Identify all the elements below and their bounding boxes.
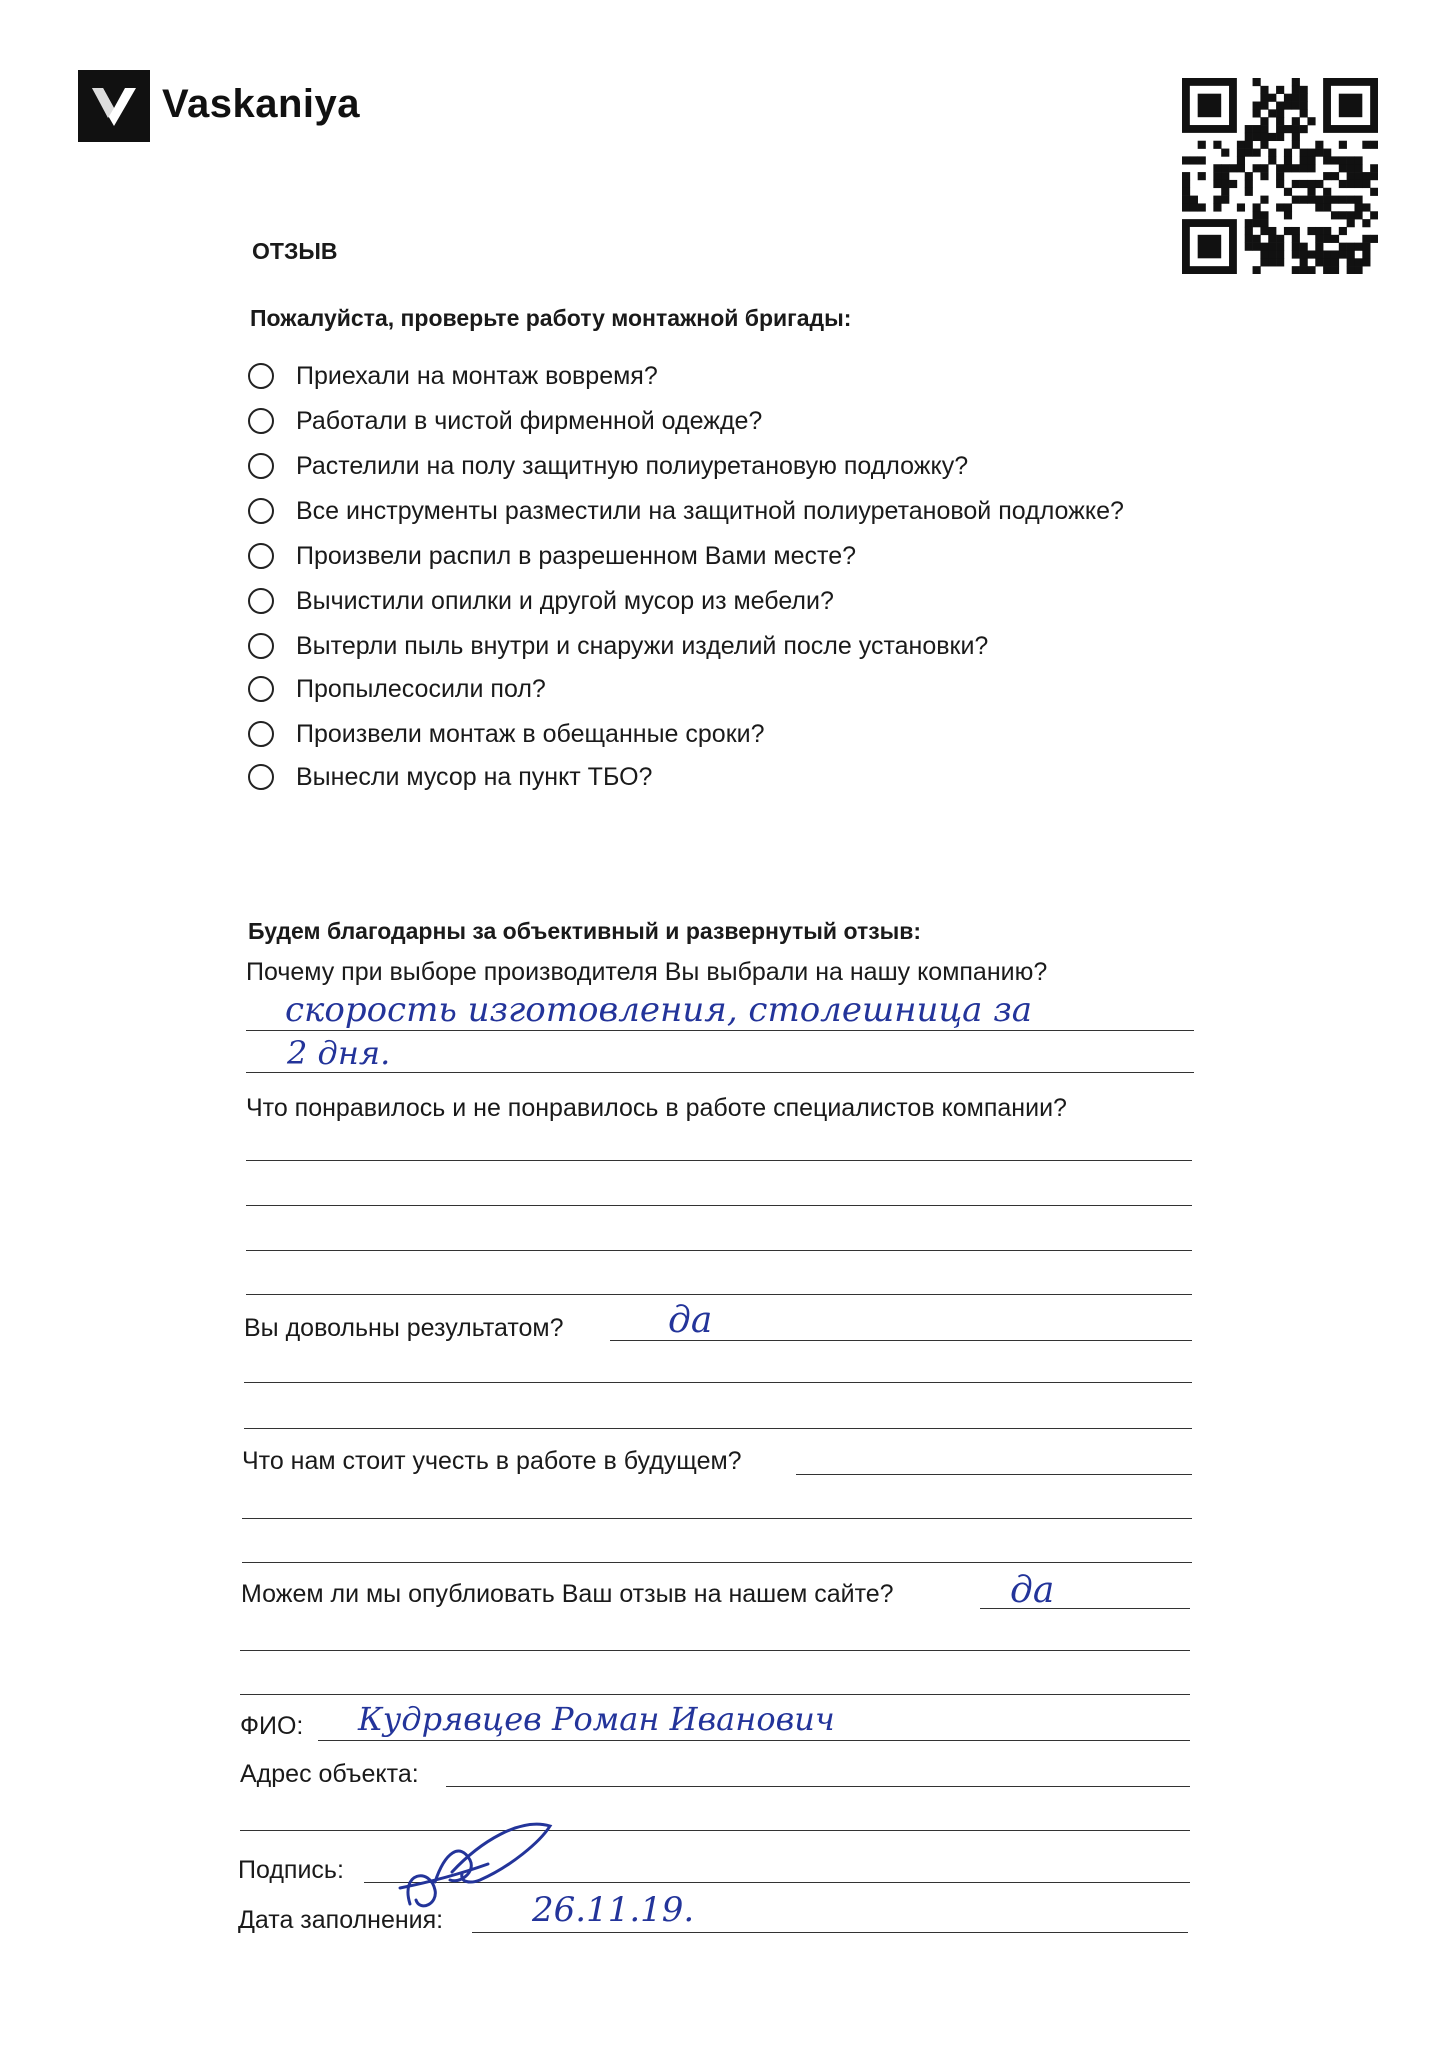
radio-button[interactable]: [248, 633, 274, 659]
radio-button[interactable]: [248, 498, 274, 524]
checklist-item-label: Приехали на монтаж вовремя?: [296, 361, 658, 390]
answer-line[interactable]: [242, 1518, 1192, 1519]
checklist-item-label: Вытерли пыль внутри и снаружи изделий после установки?: [296, 631, 989, 660]
checklist-item[interactable]: [248, 714, 765, 754]
page-title: ОТЗЫВ: [252, 238, 338, 264]
radio-button[interactable]: [248, 363, 274, 389]
answer-line: [246, 1030, 1194, 1031]
radio-button[interactable]: [248, 543, 274, 569]
checklist-item[interactable]: [248, 491, 1124, 531]
answer-line[interactable]: [246, 1250, 1192, 1251]
address-line[interactable]: [240, 1830, 1190, 1831]
question-satisfied: Вы довольны результатом?: [244, 1314, 564, 1342]
answer-line: [246, 1072, 1194, 1073]
answer-why-us-line2[interactable]: 2 дня.: [287, 1034, 391, 1072]
question-publish: Можем ли мы опублиовать Ваш отзыв на нашем сайте?: [241, 1580, 894, 1608]
radio-button[interactable]: [248, 453, 274, 479]
answer-line[interactable]: [246, 1205, 1192, 1206]
checklist-item[interactable]: [248, 626, 988, 666]
fio-label: ФИО:: [240, 1712, 304, 1740]
checklist-item-label: Растелили на полу защитную полиуретановую подложку?: [296, 451, 969, 480]
checklist-item-label: Все инструменты разместили на защитной полиуретановой подложке?: [296, 496, 1124, 525]
answer-line[interactable]: [246, 1160, 1192, 1161]
qr-code-icon: [1182, 78, 1378, 274]
checklist-item[interactable]: [248, 669, 546, 709]
answer-publish[interactable]: да: [1010, 1570, 1055, 1611]
checklist-item-label: Пропылесосили пол?: [296, 674, 546, 703]
date-line[interactable]: [472, 1932, 1188, 1933]
checklist-item[interactable]: [248, 536, 856, 576]
answer-line[interactable]: [244, 1382, 1192, 1383]
address-label: Адрес объекта:: [240, 1760, 419, 1788]
radio-button[interactable]: [248, 408, 274, 434]
date-label: Дата заполнения:: [238, 1906, 444, 1934]
checklist-item-label: Произвели распил в разрешенном Вами месте?: [296, 541, 856, 570]
checklist-item-label: Работали в чистой фирменной одежде?: [296, 406, 763, 435]
signature-label: Подпись:: [238, 1856, 344, 1884]
radio-button[interactable]: [248, 588, 274, 614]
answer-line[interactable]: [244, 1428, 1192, 1429]
answer-why-us-line1[interactable]: скорость изготовления, столешница за: [285, 990, 1033, 1030]
radio-button[interactable]: [248, 676, 274, 702]
answer-line[interactable]: [246, 1294, 1192, 1295]
fio-value[interactable]: Кудрявцев Роман Иванович: [358, 1700, 835, 1738]
checklist-item-label: Вынесли мусор на пункт ТБО?: [296, 762, 653, 791]
radio-button[interactable]: [248, 721, 274, 747]
radio-button[interactable]: [248, 764, 274, 790]
checklist-intro: Пожалуйста, проверьте работу монтажной бригады:: [250, 305, 852, 331]
date-value[interactable]: 26.11.19.: [532, 1890, 695, 1930]
answer-line[interactable]: [796, 1474, 1192, 1475]
checklist-item[interactable]: [248, 401, 762, 441]
feedback-section-title: Будем благодарны за объективный и развернутый отзыв:: [248, 918, 922, 944]
answer-line[interactable]: [240, 1694, 1190, 1695]
v-logo-icon: [78, 70, 150, 142]
answer-line[interactable]: [242, 1562, 1192, 1563]
answer-line[interactable]: [240, 1650, 1190, 1651]
address-line[interactable]: [446, 1786, 1190, 1787]
checklist-item-label: Вычистили опилки и другой мусор из мебели?: [296, 586, 834, 615]
checklist-item-label: Произвели монтаж в обещанные сроки?: [296, 719, 765, 748]
question-why-us: Почему при выборе производителя Вы выбрали на нашу компанию?: [246, 958, 1048, 986]
checklist-item[interactable]: [248, 581, 834, 621]
checklist-item[interactable]: [248, 446, 968, 486]
answer-satisfied[interactable]: да: [668, 1300, 713, 1341]
question-future: Что нам стоит учесть в работе в будущем?: [242, 1447, 742, 1475]
fio-line[interactable]: [318, 1740, 1190, 1741]
question-liked: Что понравилось и не понравилось в работе специалистов компании?: [246, 1094, 1067, 1122]
checklist-item[interactable]: [248, 757, 652, 797]
brand-name: Vaskaniya: [162, 82, 360, 126]
checklist-item[interactable]: [248, 356, 658, 396]
